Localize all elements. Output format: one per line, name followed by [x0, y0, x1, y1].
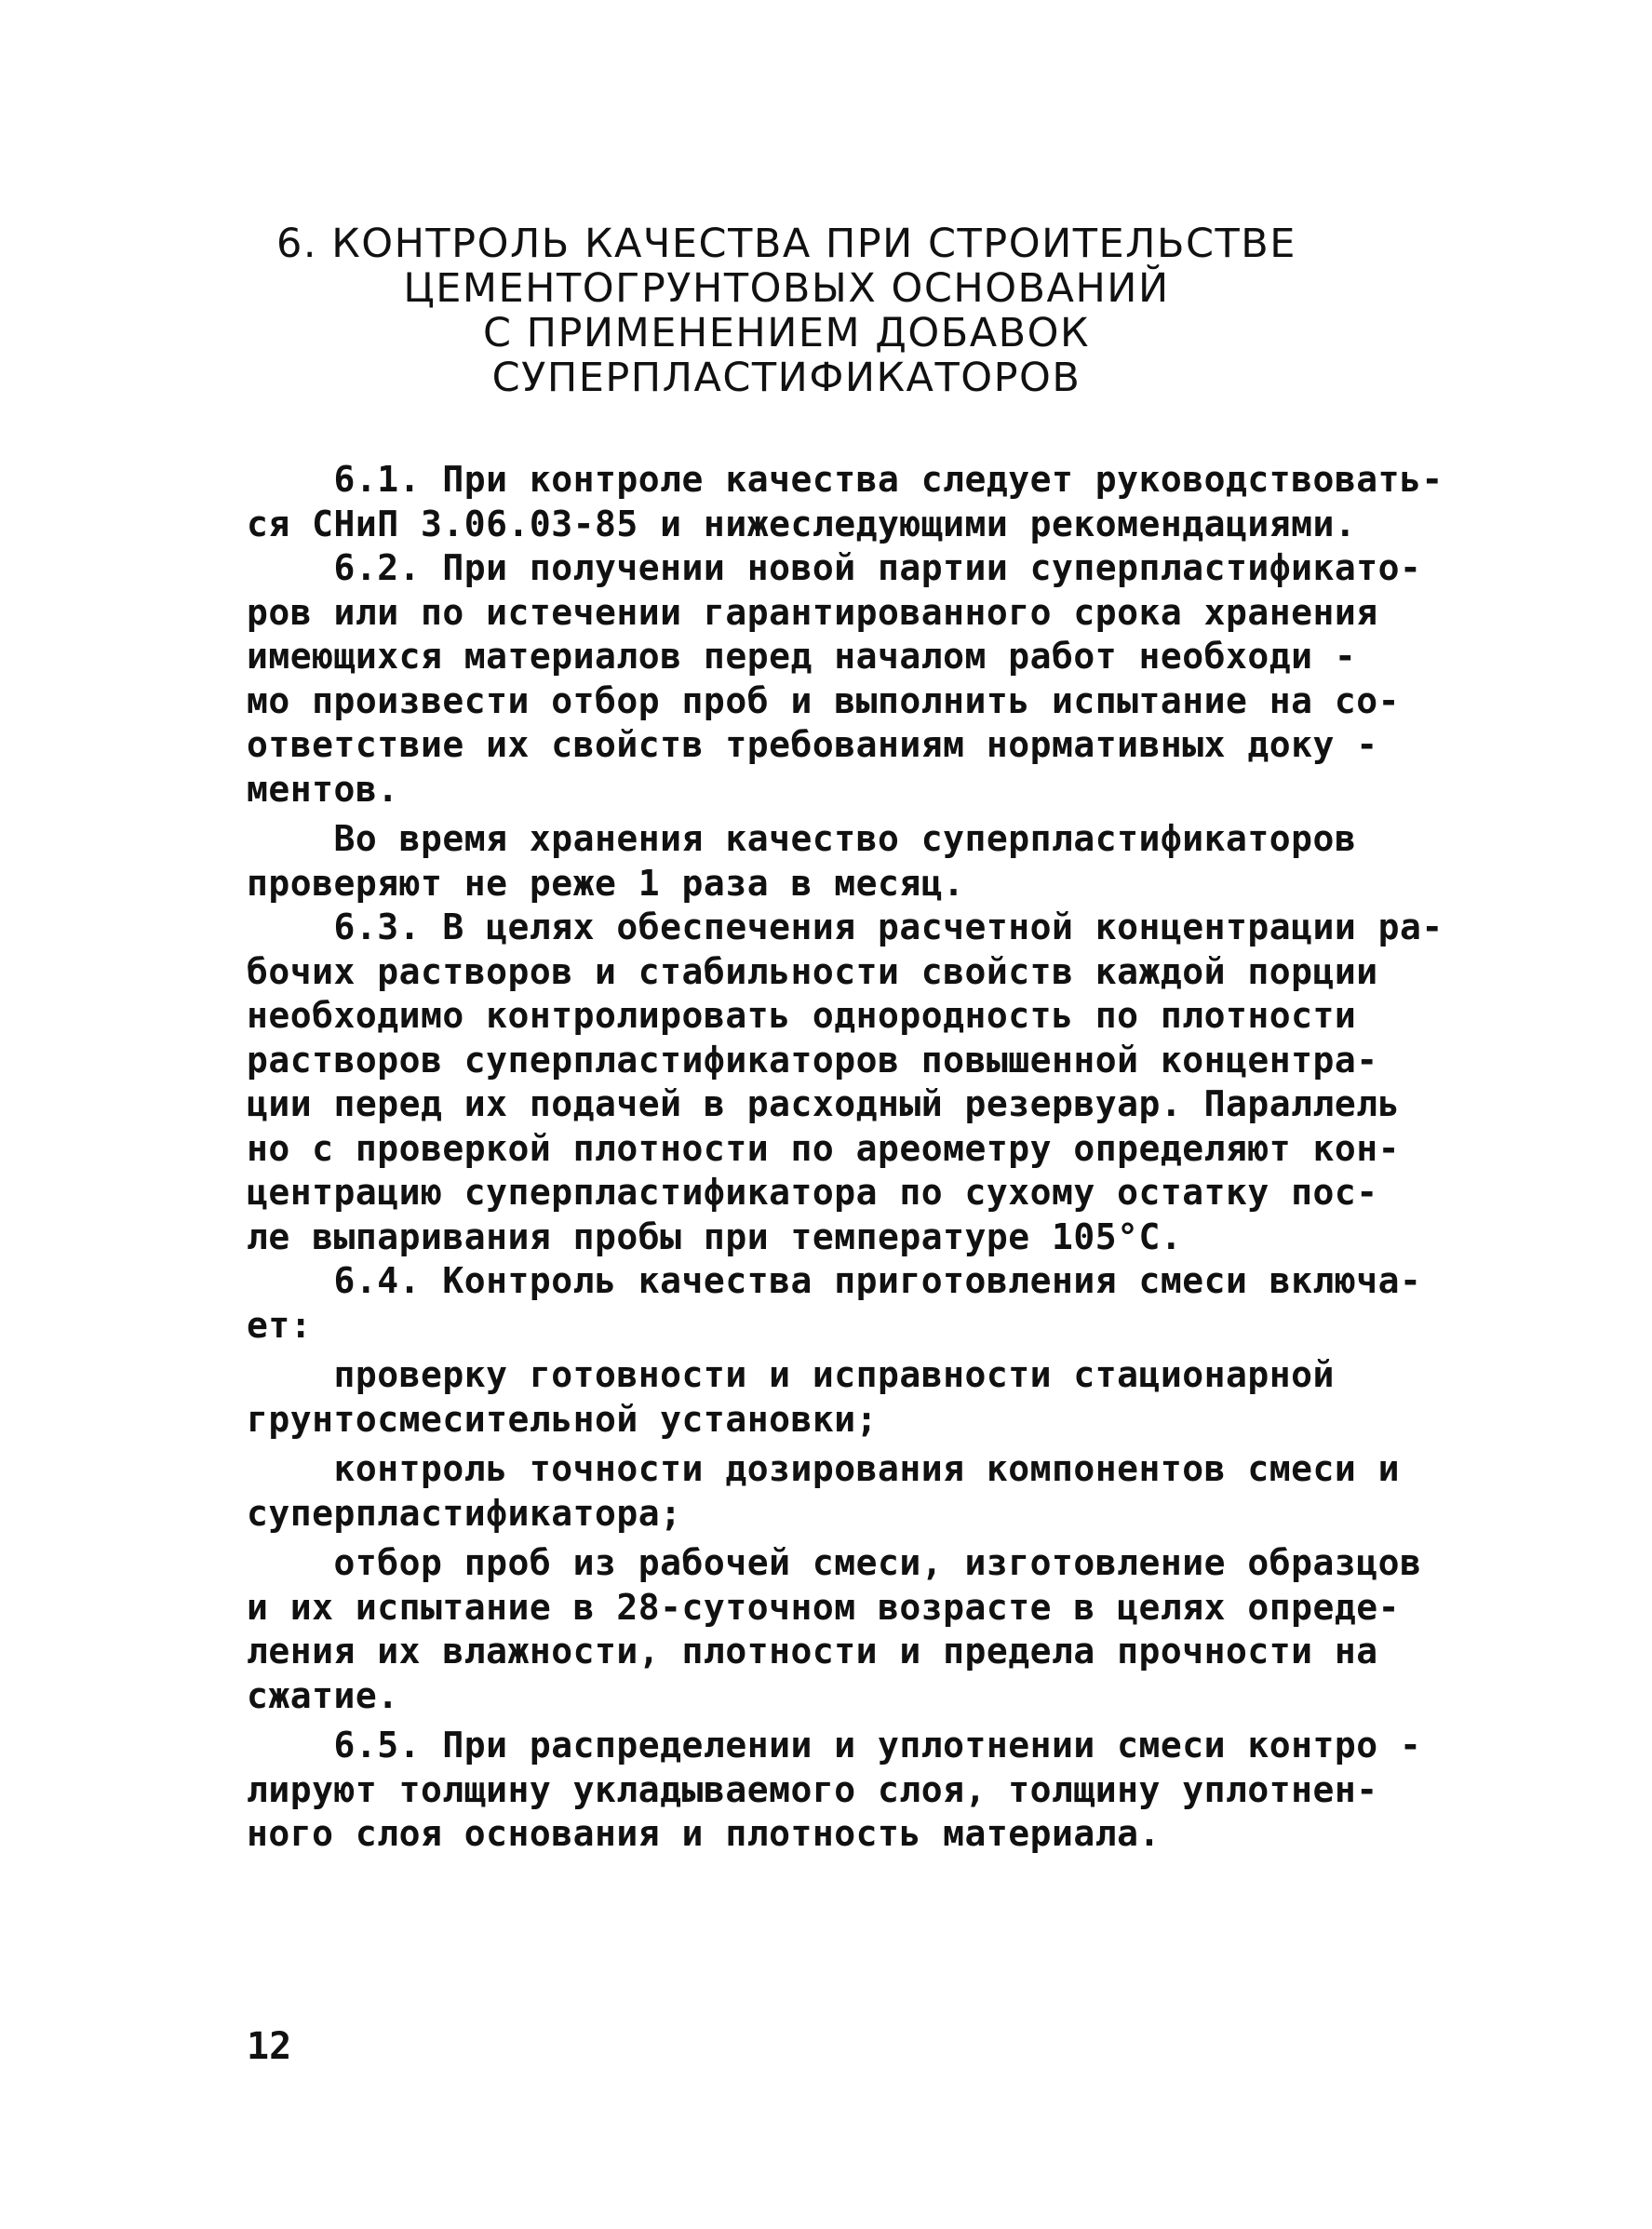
text-line: 6.4. Контроль качества приготовления смеси включа-	[247, 1260, 1422, 1301]
page-number: 12	[247, 2025, 292, 2068]
text-line: 6.3. В целях обеспечения расчетной концентрации ра-	[247, 906, 1444, 947]
text-line: проверку готовности и исправности стационарной	[247, 1354, 1335, 1395]
list-item-sampling	[247, 1541, 1457, 1718]
text-line: грунтосмесительной установки;	[247, 1398, 878, 1440]
text-line: суперпластификатора;	[247, 1492, 682, 1534]
text-line: 6.2. При получении новой партии суперпластификато-	[247, 547, 1422, 588]
text-line: и их испытание в 28-суточном возрасте в целях опреде-	[247, 1586, 1401, 1628]
heading-line: 6. КОНТРОЛЬ КАЧЕСТВА ПРИ СТРОИТЕЛЬСТВЕ	[276, 221, 1296, 267]
text-line: ле выпаривания пробы при температуре 105°С.	[247, 1215, 1183, 1257]
text-line: ментов.	[247, 768, 399, 810]
text-line: 6.5. При распределении и уплотнении смеси контро -	[247, 1725, 1422, 1766]
text-line: ного слоя основания и плотность материала.	[247, 1813, 1161, 1854]
text-line: проверяют не реже 1 раза в месяц.	[247, 862, 965, 904]
body-text	[247, 458, 1457, 1857]
text-line: ся СНиП 3.06.03-85 и нижеследующими рекомендациями.	[247, 503, 1357, 544]
text-line: Во время хранения качество суперпластификаторов	[247, 818, 1357, 859]
section-heading	[233, 222, 1340, 400]
text-line: необходимо контролировать однородность по плотности	[247, 995, 1357, 1036]
text-line: ления их влажности, плотности и предела прочности на	[247, 1631, 1378, 1672]
text-line: сжатие.	[247, 1674, 399, 1716]
text-line: ответствие их свойств требованиям нормативных доку -	[247, 724, 1378, 765]
paragraph-6-1	[247, 458, 1457, 546]
heading-line: СУПЕРПЛАСТИФИКАТОРОВ	[491, 355, 1081, 401]
text-line: но с проверкой плотности по ареометру определяют кон-	[247, 1127, 1401, 1169]
text-line: центрацию суперпластификатора по сухому остатку пос-	[247, 1172, 1378, 1213]
heading-line: С ПРИМЕНЕНИЕМ ДОБАВОК	[482, 310, 1091, 356]
text-line: бочих растворов и стабильности свойств каждой порции	[247, 950, 1378, 992]
paragraph-storage	[247, 817, 1457, 906]
text-line: растворов суперпластификаторов повышенной концентра-	[247, 1039, 1378, 1081]
text-line: отбор проб из рабочей смеси, изготовление образцов	[247, 1542, 1422, 1583]
heading-line: ЦЕМЕНТОГРУНТОВЫХ ОСНОВАНИЙ	[403, 265, 1170, 312]
paragraph-6-2	[247, 546, 1457, 812]
paragraph-6-3	[247, 906, 1457, 1259]
text-line: лируют толщину укладываемого слоя, толщину уплотнен-	[247, 1768, 1378, 1810]
text-line: 6.1. При контроле качества следует руководствовать-	[247, 459, 1444, 500]
text-line: мо произвести отбор проб и выполнить испытание на со-	[247, 679, 1401, 721]
list-item-dosing	[247, 1447, 1457, 1536]
text-line: ров или по истечении гарантированного срока хранения	[247, 591, 1378, 633]
text-line: контроль точности дозирования компонентов смеси и	[247, 1448, 1401, 1489]
paragraph-6-5	[247, 1724, 1457, 1857]
text-line: имеющихся материалов перед началом работ необходи -	[247, 636, 1357, 677]
text-line: ции перед их подачей в расходный резервуар. Параллель	[247, 1083, 1401, 1124]
text-line: ет:	[247, 1304, 313, 1346]
paragraph-6-4	[247, 1259, 1457, 1348]
list-item-check	[247, 1353, 1457, 1442]
